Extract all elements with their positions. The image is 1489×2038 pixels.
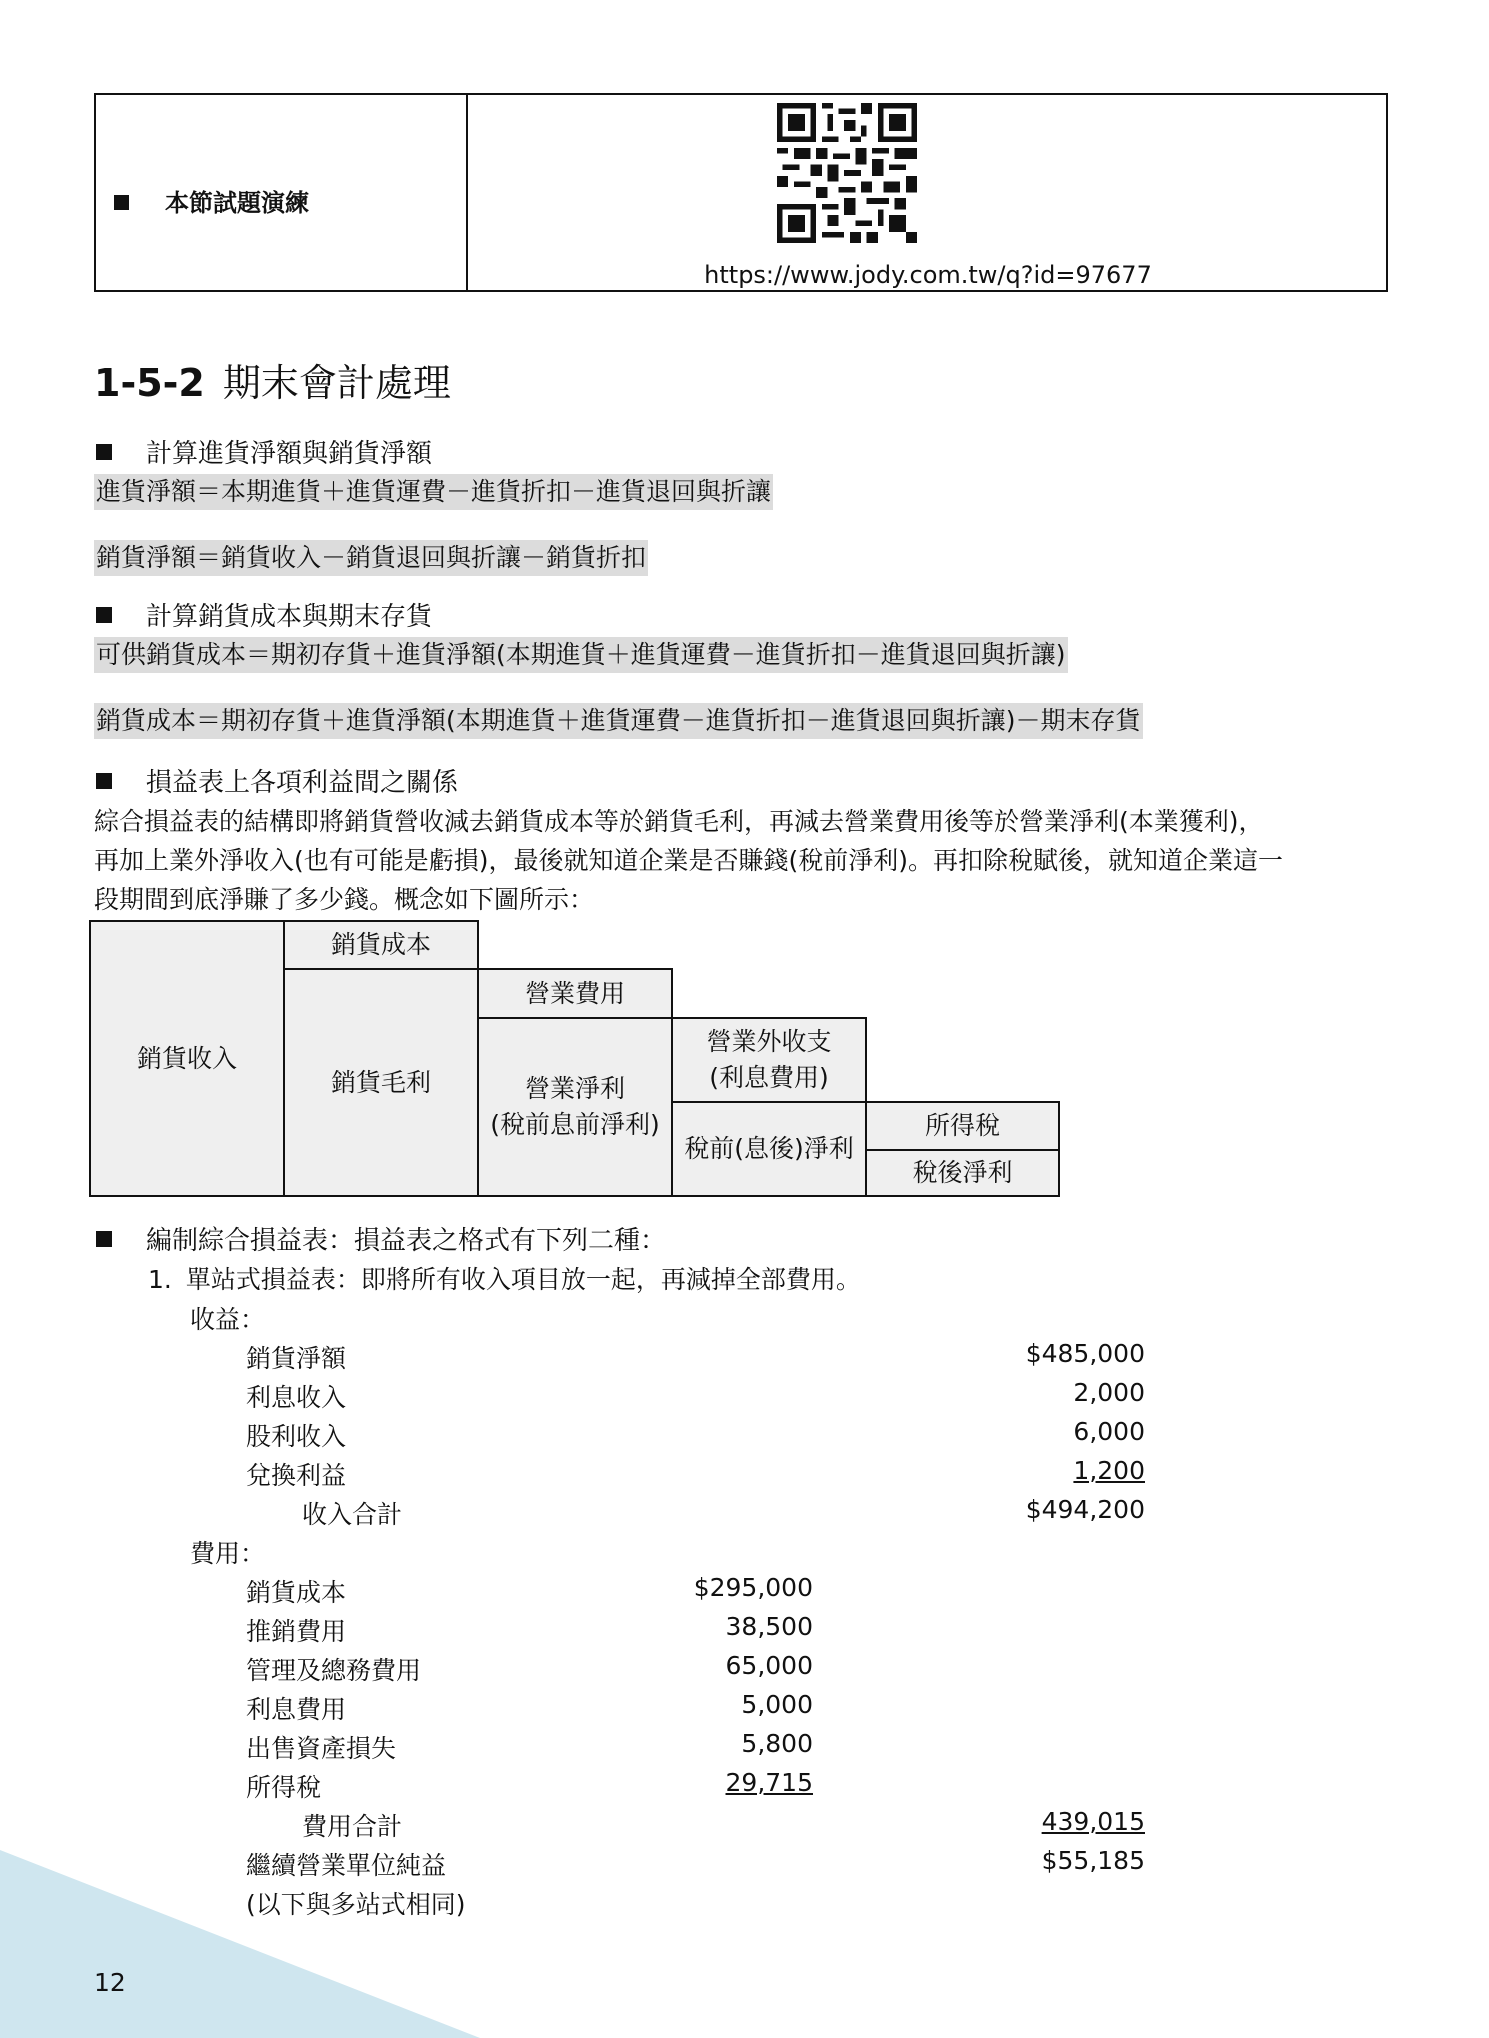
bullet-square-icon: [96, 773, 112, 789]
diagram-pretax-income: 稅前(息後)淨利: [671, 1101, 867, 1197]
bullet-text: 計算銷貨成本與期末存貨: [146, 602, 433, 632]
bullet-text: 編制綜合損益表：損益表之格式有下列二種：: [146, 1226, 667, 1256]
page-number: 12: [94, 1968, 126, 1997]
expense-label: 銷貨成本: [246, 1578, 347, 1607]
diagram-operating-income: [477, 1017, 673, 1197]
diagram-gross-profit: 銷貨毛利: [283, 968, 479, 1197]
diagram-operating-income-line: 營業淨利: [524, 1074, 625, 1103]
expense-label: 利息費用: [246, 1695, 347, 1724]
practice-box: [94, 93, 1388, 292]
practice-label: [114, 183, 309, 218]
section-title-text: 期末會計處理: [222, 361, 451, 405]
bullet-text: 計算進貨淨額與銷貨淨額: [146, 439, 433, 469]
paragraph-line: 段期間到底淨賺了多少錢。概念如下圖所示：: [94, 885, 595, 914]
bullet-square-icon: [96, 444, 112, 460]
section-number: 1-5-2: [94, 361, 205, 405]
expense-label: 管理及總務費用: [246, 1656, 422, 1685]
expense-label: 推銷費用: [246, 1617, 347, 1646]
revenue-total-label: 收入合計: [302, 1500, 403, 1529]
formula-cogs: 銷貨成本＝期初存貨＋進貨淨額(本期進貨＋進貨運費－進貨折扣－進貨退回與折讓)－期末存貨: [94, 703, 1143, 739]
expense-value: 5,000: [741, 1690, 813, 1719]
bullet-square-icon: [96, 1231, 112, 1247]
section-title: [94, 352, 451, 407]
bullet-square-icon: [96, 607, 112, 623]
revenue-total-value: $494,200: [1025, 1495, 1145, 1524]
formula-net-sales: 銷貨淨額＝銷貨收入－銷貨退回與折讓－銷貨折扣: [94, 540, 648, 576]
revenue-label: 利息收入: [246, 1383, 347, 1412]
bullet-item: [96, 1220, 666, 1257]
expense-label: 出售資產損失: [246, 1734, 397, 1763]
expense-total-label: 費用合計: [302, 1812, 403, 1841]
revenue-value: $485,000: [1025, 1339, 1145, 1368]
revenue-value: 1,200: [1073, 1456, 1145, 1485]
expense-value: 29,715: [725, 1768, 813, 1797]
expense-value: $295,000: [693, 1573, 813, 1602]
continuing-income-value: $55,185: [1041, 1846, 1145, 1875]
item-number: 1.: [148, 1265, 172, 1294]
paragraph-line: 再加上業外淨收入(也有可能是虧損)，最後就知道企業是否賺錢(稅前淨利)。再扣除稅賦後，就知道企業這一: [94, 846, 1284, 875]
diagram-non-operating-line: 營業外收支: [706, 1027, 832, 1056]
bullet-text: 損益表上各項利益間之關係: [146, 768, 459, 798]
continuing-income-label: 繼續營業單位純益: [246, 1851, 447, 1880]
expense-label: 所得稅: [246, 1773, 322, 1802]
item-text: 單站式損益表：即將所有收入項目放一起，再減掉全部費用。: [185, 1265, 861, 1294]
expense-value: 38,500: [725, 1612, 813, 1641]
paragraph: [94, 802, 1394, 919]
revenue-label: 兌換利益: [246, 1461, 347, 1490]
revenue-label: 銷貨淨額: [246, 1344, 347, 1373]
expense-value: 5,800: [741, 1729, 813, 1758]
revenue-value: 2,000: [1073, 1378, 1145, 1407]
diagram-operating-expense: 營業費用: [477, 968, 673, 1019]
note-text: (以下與多站式相同): [246, 1890, 466, 1919]
diagram-cost-of-goods: 銷貨成本: [283, 920, 479, 970]
expense-header: 費用：: [190, 1539, 266, 1568]
diagram-operating-income-line: (稅前息前淨利): [490, 1110, 660, 1139]
expense-total-value: 439,015: [1041, 1807, 1145, 1836]
formula-goods-available: 可供銷貨成本＝期初存貨＋進貨淨額(本期進貨＋進貨運費－進貨折扣－進貨退回與折讓): [94, 637, 1068, 673]
bullet-item: [96, 433, 432, 470]
practice-url[interactable]: https://www.jody.com.tw/q?id=97677: [704, 261, 1152, 289]
revenue-value: 6,000: [1073, 1417, 1145, 1446]
qr-code-icon[interactable]: [777, 103, 917, 243]
bullet-item: [96, 596, 432, 633]
revenue-header: 收益：: [190, 1305, 266, 1334]
expense-value: 65,000: [725, 1651, 813, 1680]
paragraph-line: 綜合損益表的結構即將銷貨營收減去銷貨成本等於銷貨毛利，再減去營業費用後等於營業淨利(本業獲利)，: [94, 807, 1264, 836]
practice-label-text: 本節試題演練: [165, 189, 309, 217]
corner-decoration: [0, 1850, 480, 2038]
diagram-non-operating-line: (利息費用): [709, 1063, 829, 1092]
bullet-item: [96, 762, 458, 799]
numbered-item: [148, 1260, 861, 1296]
diagram-net-income: 稅後淨利: [865, 1149, 1060, 1197]
formula-net-purchases: 進貨淨額＝本期進貨＋進貨運費－進貨折扣－進貨退回與折讓: [94, 474, 773, 510]
diagram-sales-revenue: 銷貨收入: [89, 920, 285, 1197]
revenue-label: 股利收入: [246, 1422, 347, 1451]
diagram-non-operating: [671, 1017, 867, 1103]
diagram-income-tax: 所得稅: [865, 1101, 1060, 1151]
bullet-square-icon: [114, 195, 129, 210]
